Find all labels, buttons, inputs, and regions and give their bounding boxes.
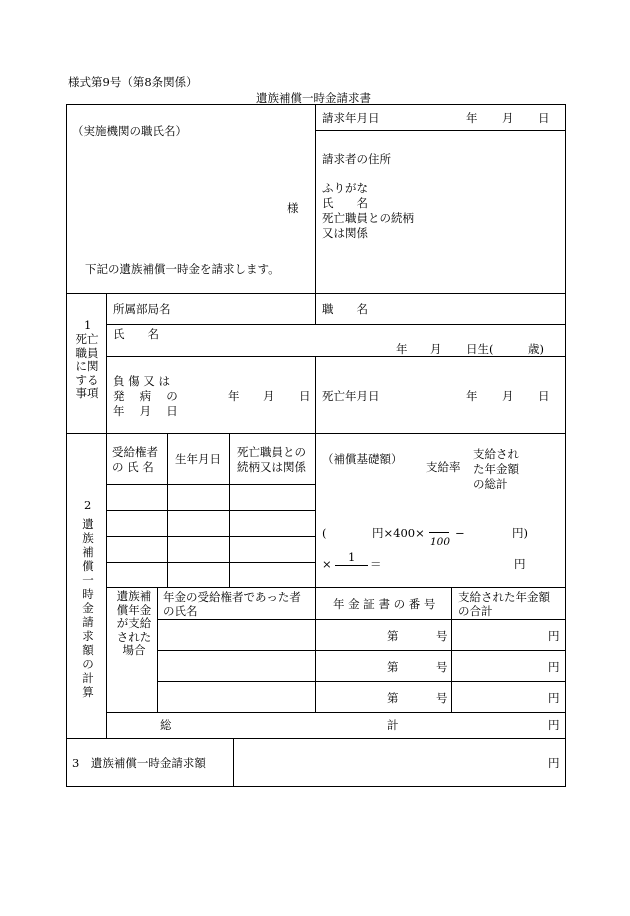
request-date-label: 請求年月日 — [322, 111, 380, 125]
base-amount-label: （補償基礎額） — [322, 452, 403, 466]
formula-minus: − — [455, 526, 465, 540]
formula-100: 100 — [430, 536, 451, 548]
form-title: 遺族補償一時金請求書 — [256, 91, 371, 105]
injury-month-label: 月 — [263, 389, 275, 403]
formula-yen: 円 — [514, 557, 526, 571]
formula-one: 1 — [348, 550, 356, 564]
section3-label: 3 遺族補償一時金請求額 — [72, 756, 206, 770]
cert-dai-3: 第 — [387, 691, 399, 705]
agency-label: （実施機関の職氏名） — [72, 124, 187, 138]
injury-label-3: 年 月 日 — [113, 404, 178, 418]
total-yen: 円 — [548, 718, 560, 732]
address-label: 請求者の住所 — [322, 152, 391, 166]
pension-side-label: 遺族補償年金が支給された場合 — [116, 589, 152, 657]
pension-yen-3: 円 — [548, 691, 560, 705]
section3-yen: 円 — [548, 756, 560, 770]
death-year-label: 年 — [466, 389, 478, 403]
position-label: 職 名 — [322, 302, 368, 316]
formula-yen-close: 円) — [512, 526, 528, 540]
injury-year-label: 年 — [228, 389, 240, 403]
section2-number: 2 — [84, 498, 92, 512]
col-relation-2: 続柄又は関係 — [237, 460, 306, 474]
form-number: 様式第9号（第8条関係） — [68, 75, 198, 89]
department-label: 所属部局名 — [113, 302, 171, 316]
death-day-label: 日 — [538, 389, 550, 403]
cert-go-3: 号 — [436, 691, 448, 705]
cert-go-1: 号 — [436, 629, 448, 643]
col-dob: 生年月日 — [175, 452, 221, 466]
formula-times: × — [322, 557, 332, 571]
dob-year-label: 年 — [396, 342, 408, 356]
injury-label-1: 負 傷 又 は — [113, 374, 170, 388]
year-label: 年 — [466, 111, 478, 125]
formula-eq: ＝ — [370, 557, 382, 571]
day-label: 日 — [538, 111, 550, 125]
pension-col-sum-2: の合計 — [458, 604, 493, 618]
relation-label-1: 死亡職員との続柄 — [322, 211, 414, 225]
total-label-left: 総 — [160, 718, 172, 732]
deceased-name-label: 氏 名 — [113, 327, 159, 341]
col-beneficiary-1: 受給権者 — [112, 445, 158, 459]
total-paid-3: の総計 — [473, 477, 508, 491]
sama-label: 様 — [287, 201, 299, 215]
request-statement: 下記の遺族補償一時金を請求します。 — [85, 262, 280, 276]
pension-yen-2: 円 — [548, 660, 560, 674]
section1-number: 1 — [84, 318, 92, 332]
cert-dai-2: 第 — [387, 660, 399, 674]
injury-day-label: 日 — [299, 389, 311, 403]
pension-yen-1: 円 — [548, 629, 560, 643]
dob-month-label: 月 — [430, 342, 442, 356]
pension-col-sum-1: 支給された年金額 — [458, 590, 550, 604]
total-label-right: 計 — [387, 718, 399, 732]
section2-title: 遺族補償一時金請求額の計算 — [82, 517, 94, 699]
death-date-label: 死亡年月日 — [322, 389, 380, 403]
col-relation-1: 死亡職員との — [237, 445, 306, 459]
total-paid-2: た年金額 — [473, 462, 519, 476]
death-month-label: 月 — [502, 389, 514, 403]
formula-open: ( — [322, 526, 327, 540]
dob-suffix-label: 日生( 歳) — [466, 342, 544, 356]
total-paid-1: 支給され — [473, 447, 519, 461]
rate-label: 支給率 — [426, 460, 461, 474]
name-label: 氏 名 — [322, 196, 368, 210]
section1-title: 死亡職員に関する事項 — [75, 332, 99, 400]
furigana-label: ふりがな — [322, 181, 368, 195]
pension-col-name-1: 年金の受給権者であった者 — [163, 590, 301, 604]
injury-label-2: 発 病 の — [113, 389, 178, 403]
cert-dai-1: 第 — [387, 629, 399, 643]
cert-go-2: 号 — [436, 660, 448, 674]
relation-label-2: 又は関係 — [322, 226, 368, 240]
formula-yen-x400: 円×400× — [372, 526, 425, 540]
pension-col-cert: 年 金 証 書 の 番 号 — [333, 597, 436, 611]
pension-col-name-2: の氏名 — [163, 604, 198, 618]
month-label: 月 — [502, 111, 514, 125]
col-beneficiary-2: の 氏 名 — [112, 460, 154, 474]
